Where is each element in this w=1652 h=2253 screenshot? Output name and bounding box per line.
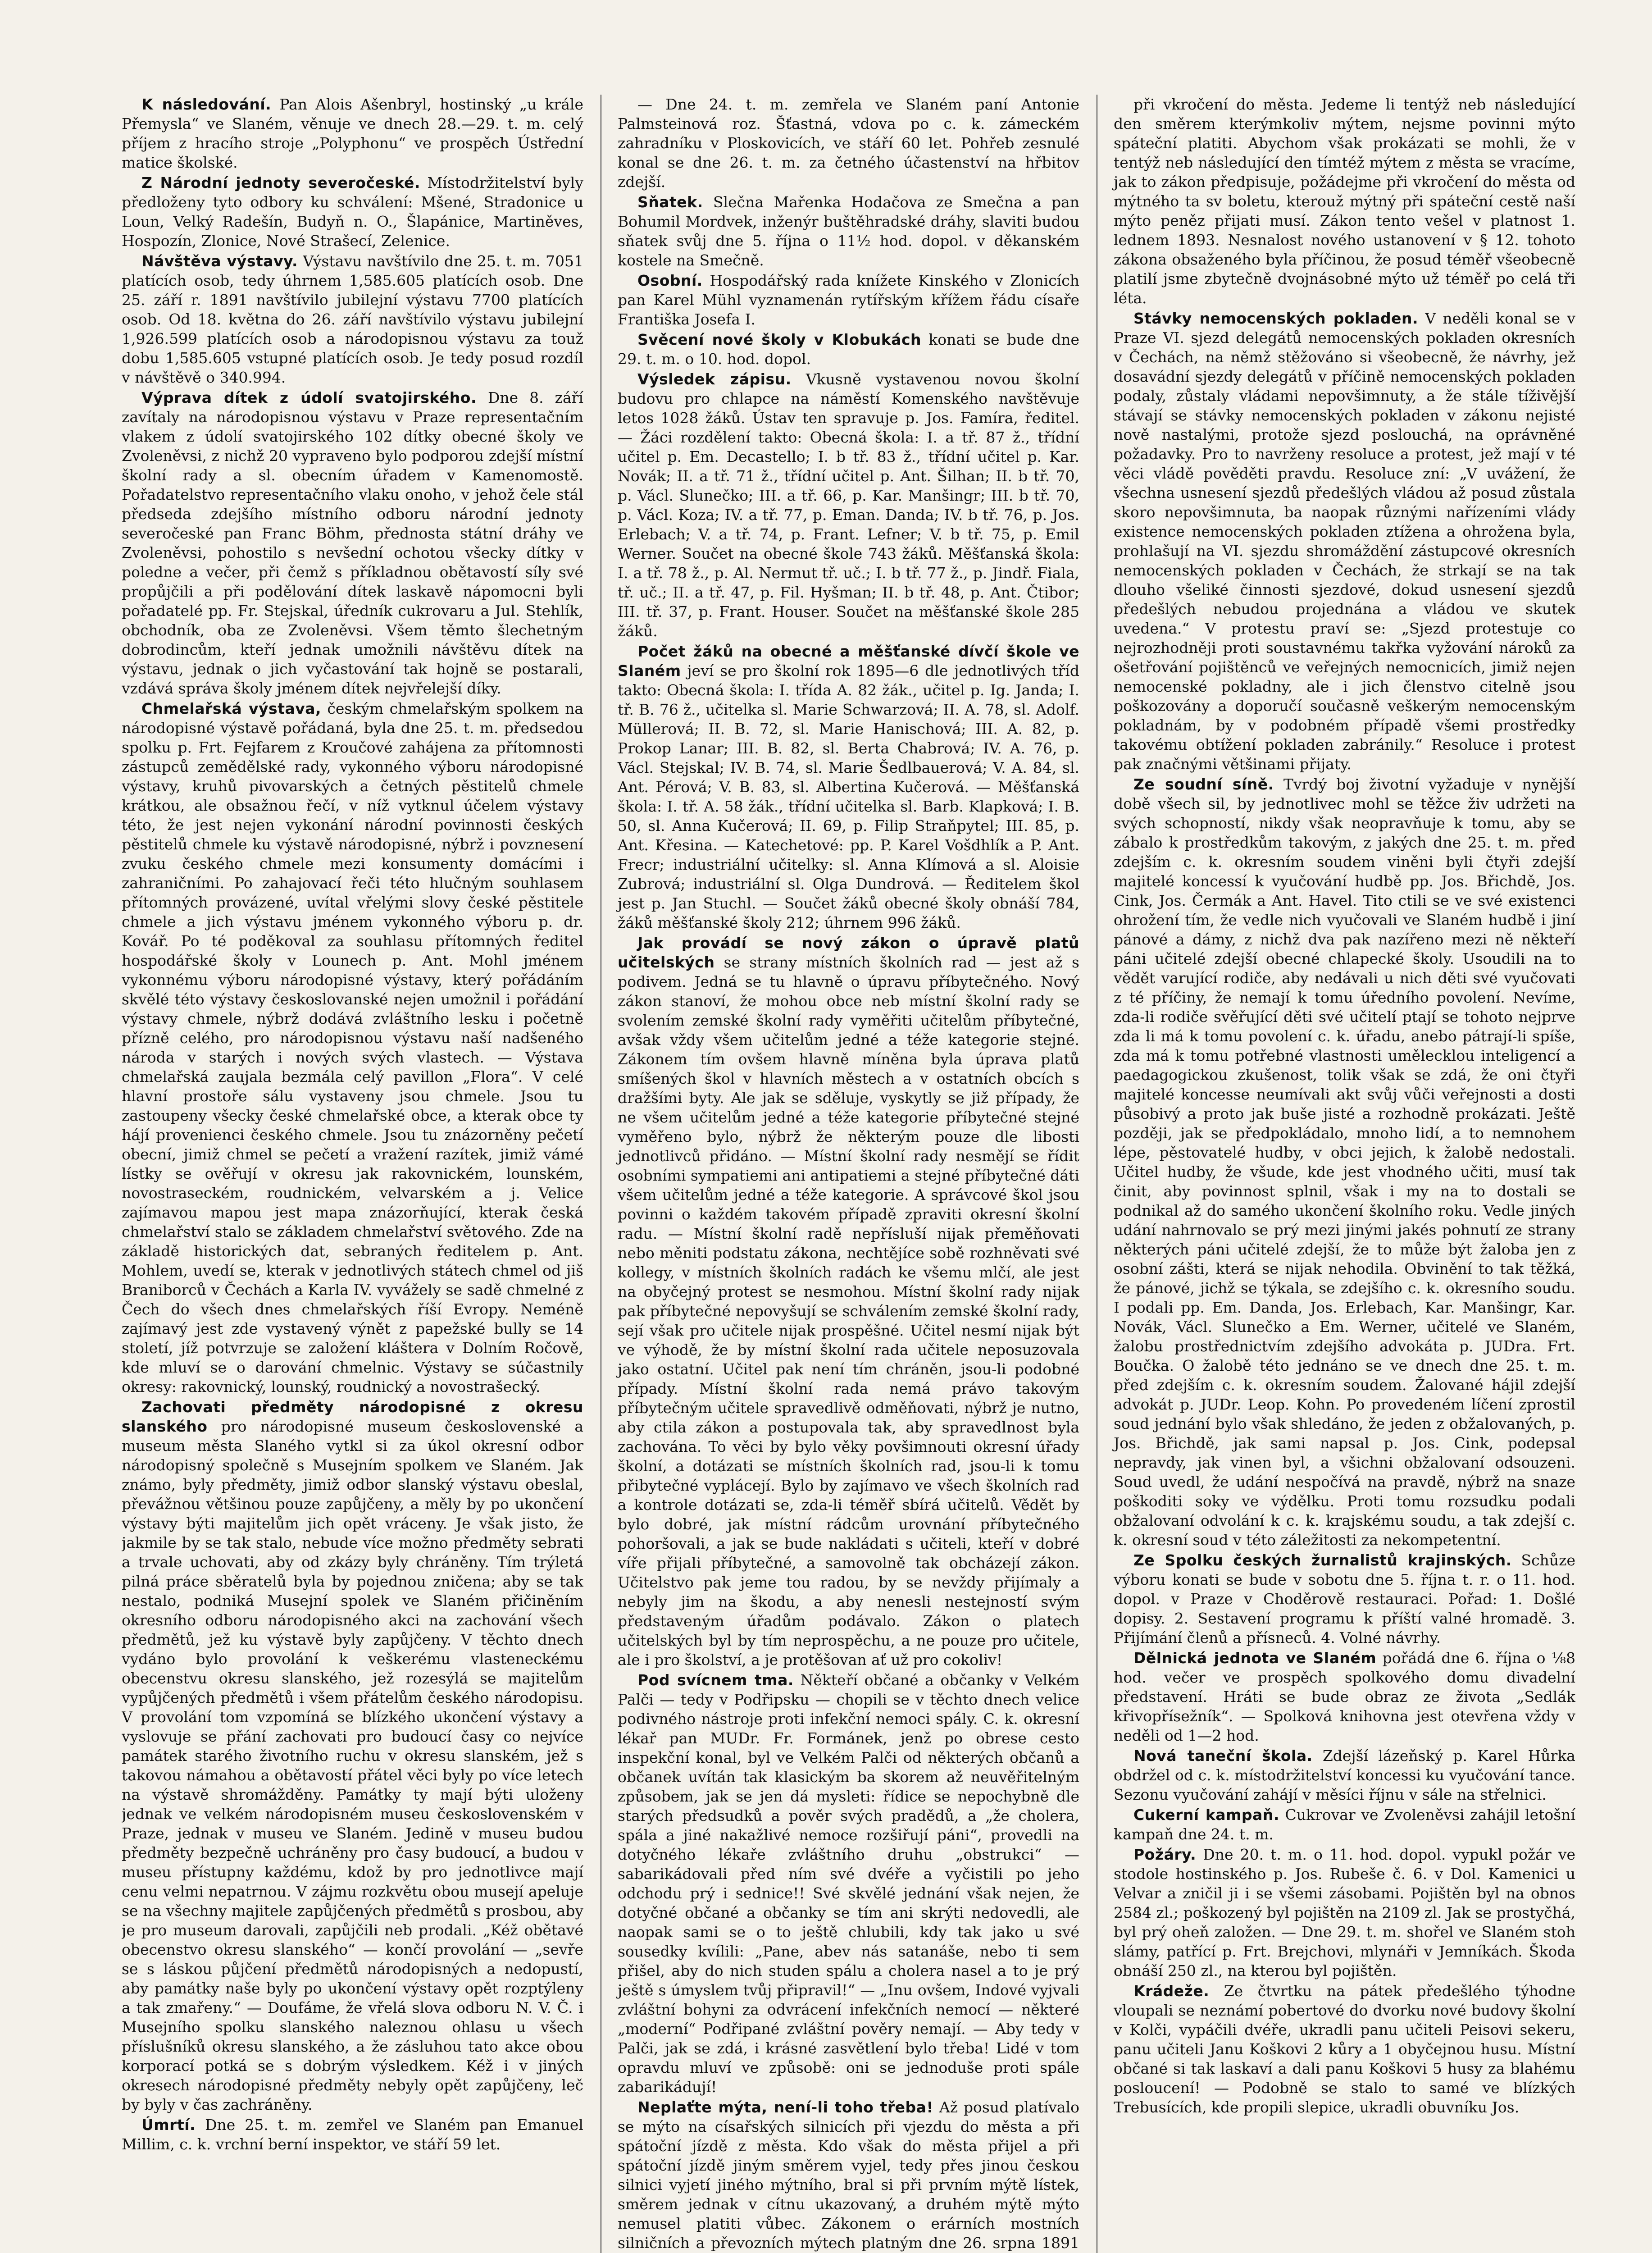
article-heading: K následování. <box>141 96 272 113</box>
article-body: Dne 20. t. m. o 11. hod. dopol. vypukl požár ve stodole hostinského p. Jos. Rubeše č. 6. v Dol. Kamenici u Velvar a zničil ji i se všemi zásobami. Pojištěn byl na obnos 2584 zl.; poškozený byl pojištěn na 2109 zl. Jak se prostyčhá, byl prý oheň založen. — Dne 29. t. m. shořel ve Slaném stoh slámy, patřící p. Frt. Brejchovi, mlynáři v Jemníkách. Škoda obnáší 250 zl., na kterou byl pojištěn. <box>1114 1846 1575 1979</box>
article-paragraph <box>618 330 1079 369</box>
article-paragraph <box>618 2098 1079 2253</box>
article-body: pořádá dne 6. října o ⅛8 hod. večer ve prospěch spolkového domu divadelní představení. Hráti se bude obraz ze života „Sedlák křivopřísežník“. — Spolková knihovna jest otevřena vždy v neděli od 1—2 hod. <box>1114 1649 1575 1744</box>
article-body: Cukrovar ve Zvoleněvsi zahájil letošní kampaň dne 24. t. m. <box>1114 1806 1575 1843</box>
article-paragraph <box>122 1397 583 2114</box>
article-paragraph <box>618 642 1079 932</box>
article-heading: Výprava dítek z údolí svatojirského. <box>141 389 477 406</box>
article-heading: Ze soudní síně. <box>1133 775 1274 793</box>
article-paragraph <box>1114 309 1575 774</box>
article-body: — Dne 24. t. m. zemřela ve Slaném paní Antonie Palmsteinová roz. Šťastná, vdova po c. k. zámeckém zahradníku v Ploskovicích, ve stáří 60 let. Pohřeb zesnulé konal se dne 26. t. m. za četného účastenství na hřbitov zdejší. <box>618 96 1079 191</box>
article-body: Někteří občané a občanky v Velkém Palči — tedy v Podřipsku — chopili se v těchto dnech velice podivného nástroje proti infekční nemoci spály. C. k. okresní lékař pan MUDr. Fr. Formánek, jenž po obrese cesto inspekční konal, byl ve Velkém Palči od některých občanů a občanek uvítán tak klasickým ba skorem až neuvěřitelným způsobem, jak se jen dá mysleti: řídice se nepochybně dle starých předsudků a pověr svých pradědů, a „že cholera, spála a jiné nakažlivé nemoce rozšiřují páni“, provedli na dotyčného lékaře zvláštního druhu „obstrukci“ — sabarikádovali před ním své dvéře a vyčistili po jeho odchodu prý i sednice!! Své skvělé jednání však nejen, že dotyčné občané a občanky se tím ani skrýti nedovedli, ale naopak sami se o to ještě chlubili, kdy tak jako u své sousedky kvílili: „Pane, abev nás satanáše, nebo ti sem přišel, aby do nich studen spálu a cholera nasel a to je prý ještě s úmyslem tvůj připravil!“ — „Inu ovšem, Indové vyjvali zvláštní bohyni za odvrácení infekčních nemocí — některé „moderní“ Podřipané zvláštní pověry nemají. — Aby tedy v Palči, jak se zdá, i krásné zasvětlení bylo třeba! Lidé v tom opravdu mluví ve způsobě: oni se jednoduše proti spále zabarikádují! <box>618 1671 1079 2096</box>
article-body: Dne 25. t. m. zemřel ve Slaném pan Emanuel Millim, c. k. vrchní berní inspektor, ve stáří 59 let. <box>122 2116 583 2153</box>
article-paragraph <box>122 699 583 1396</box>
article-paragraph <box>618 95 1079 192</box>
article-body: se strany místních školních rad — jest až s podivem. Jedná se tu hlavně o úpravu příbytečného. Nový zákon stanoví, že mohou obce neb místní školní rady se svolením zemské školní rady vyměřiti učitelům příbytečné, avšak vždy všem učitelům jedné a téže kategorie stejné. Zákonem tím ovšem hlavně míněna byla úprava platů smíšených škol v hlavních městech a v ostatních obcích s dražšími byty. Ale jak se sděluje, vyskytly se již případy, že ne všem učitelům jedné a téže kategorie příbytečné stejné vyměřeno bylo, nýbrž že některým pouze dle libosti jednotlivců přidáno. — Místní školní rady nesmějí se řídit osobními sympatiemi ani antipatiemi a stejné příbytečné dáti všem učitelům jedné a téže kategorie. A správcové škol jsou povinni o každém takovém případě zpraviti okresní školní radu. — Místní školní radě nepřísluší nijak přeměňovati nebo měniti podstatu zákona, nechtějíce sobě rozhněvati své kollegy, v místních školních radách ke všemu mlčí, ale jest na obyčejný protest se nesmohou. Místní školní rady nijak pak příbytečné nepovyšují se schválením zemské školní rady, sejí však pro učitele nijak prospěšné. Učitel nesmí nijak být ve výhodě, že by místní školní rada učitele neposuzovala jako ostatní. Učitel pak není tím chráněn, jsou-li podobné případy. Místní školní rada nemá právo takovým příbytečným učitele spravedlivě odměňovati, nýbrž je nutno, aby ctila zákon a postupovala tak, aby spravedlnost byla zachována. To věci by bylo věky povšimnouti okresní úřady školní, a dotázati se místních školních rad, jsou-li k tomu přibytečné vyplácejí. Bylo by zajímavo ve všech školních rad a kontrole dotázati se, zda-li téměř sbírá učitelů. Vědět by bylo dobré, jak místní rádcům urovnání příbytečného pohoršovali, a jak se bude nakládati s učiteli, kteří v dobré víře přijali příbytečné, a samovolně tak obcházejí zákon. Učitelstvo pak jeme tou radou, by se nevždy přijímaly a nebyly jim na škodu, a aby nenesli nestejností svým představeným úřadům podávalo. Zákon o platech učitelských byl by tím neprospěchu, a ne pouze pro učitele, ale i pro školství, a je protěšovan ať už pro cokoliv! <box>618 953 1079 1669</box>
article-paragraph <box>122 388 583 698</box>
article-body: Vkusně vystavenou novou školní budovu pro chlapce na náměstí Komenského navštěvuje letos 1028 žáků. Ústav ten spravuje p. Jos. Famíra, ředitel. — Žáci rozdělení takto: Obecná škola: I. a tř. 87 ž., třídní učitel p. Em. Decastello; I. b tř. 83 ž., třídní učitel p. Kar. Novák; II. a tř. 71 ž., třídní učitel p. Ant. Šilhan; II. b tř. 70, p. Václ. Slunečko; III. a tř. 66, p. Kar. Manšingr; III. b tř. 70, p. Václ. Koza; IV. a tř. 77, p. Eman. Danda; IV. b tř. 76, p. Jos. Erlebach; V. a tř. 74, p. Frant. Lefner; V. b tř. 75, p. Emil Werner. Součet na obecné škole 743 žáků. Měšťanská škola: I. a tř. 78 ž., p. Al. Nermut tř. uč.; I. b tř. 77 ž., p. Jindř. Fiala, tř. uč.; II. a tř. 47, p. Fil. Hyšman; II. b tř. 48, p. Ant. Čtibor; III. tř. 37, p. Frant. Houser. Součet na měšťanské škole 285 žáků. <box>618 370 1079 640</box>
article-paragraph <box>1114 95 1575 308</box>
article-body: konati se bude dne 29. t. m. o 10. hod. dopol. <box>618 331 1079 368</box>
article-body: pro národopisné museum československé a museum města Slaného vytkl si za úkol okresní odbor národopisný společně s Musejním spolkem ve Slaném. Jak známo, byly předměty, jimiž odbor slanský výstavu obeslal, převážnou většinou pouze zapůjčeny, a měly by po ukončení výstavy býti majitelům jich opět vráceny. Je však jisto, že jakmile by se tak stalo, nebude více možno předměty sebrati a trvale uchovati, aby od zkázy byly chráněny. Tím trýletá pilná práce sběratelů byla by pojednou zničena; aby se tak nestalo, podniká Musejní spolek ve Slaném přičiněním okresního odboru národopisného akci na zachování všech předmětů, jež ku výstavě byly zapůjčeny. V těchto dnech vydáno bylo provolání k veškerému vlasteneckému obecenstvu okresu slanského, jež rozesýlá se majitelům vypůjčených předmětů i všem přátelům českého národopisu. V provolání tom vzpomíná se blízkého ukončení výstavy a vyslovuje se přání zachovati pro budoucí časy co nejvíce památek starého životního ruchu v okresu slanském, jež s takovou námahou a obětavostí přátel věci byly po více letech na výstavě shromážděny. Památky ty mají býti uloženy jednak ve velkém národopisném museu československém v Praze, jednak v museu ve Slaném. Jedině v museu budou předměty bezpečně uchráněny pro časy budoucí, a budou v museu přístupny každému, kdož by pro jednotlivce mají cenu velmi nepatrnou. V zájmu rozkvětu obou musejí apeluje se na všechny majitele zapůjčených předmětů s prosbou, aby je pro museum darovali, zapůjčili neb prodali. „Kéž obětavé obecenstvo okresu slanského“ — končí provolání — „sevře se s láskou půjčení předmětů národopisných a nedopustí, aby památky naše byly po ukončení výstavy opět rozptýleny a tak zmařeny.“ — Doufáme, že vřelá slova odboru N. V. Č. i Musejního spolku slanského naleznou ohlasu u všech příslušníků okresu slanského, a že zásluhou tato akce obou korporací potká se s dobrým výsledkem. Kéž i v jiných okresech národopisné předměty nebyly opět zapůjčeny, leč by byly v čas zachráněny. <box>122 1418 583 2113</box>
article-heading: Dělnická jednota ve Slaném <box>1133 1649 1377 1667</box>
article-paragraph <box>618 192 1079 270</box>
article-paragraph <box>1114 1746 1575 1804</box>
article-heading: Cukerní kampaň. <box>1133 1806 1279 1824</box>
article-paragraph <box>122 173 583 251</box>
article-heading: Osobní. <box>637 272 703 289</box>
article-paragraph <box>1114 1551 1575 1647</box>
article-body: V neděli konal se v Praze VI. sjezd delegátů nemocenských pokladen okresních v Čechách, na němž stěžováno si všeobecně, že návrhy, jež dosavádní sjezdy delegátů v příčině nemocenských pokladen podaly, zůstaly vládami nepovšimnuty, a že stále tíživější stávají se stávky nemocenských pokladen v zákonu nejisté nově nastalými, protože sjezd poslouchá, na oprávněné požadavky. Pro to navrženy resoluce a protest, jež mají v té věci vládě pověděti pravdu. Resoluce zní: „V uvážení, že všechna usnesení sjezdů předešlých vládou až posud zůstala skoro nepovšimnuta, ba naopak různými nařízeními vlády existence nemocenských pokladen ztížena a ohrožena byla, prohlašují na VI. sjezdu shromáždění zástupcové okresních nemocenských pokladen v Čechách, že strkají se na tak dlouho všeliké činnosti sjezdové, dokud usnesení sjezdů předešlých nebudou projednána a vládou ve skutek uvedena.“ V protestu praví se: „Sjezd protestuje co nejrozhodněji proti soustavnému takřka vyžování nároků za ošetřování pojištěnců ve veřejných nemocnicích, jimiž nejen nemocenské pokladny, ale i jich členstvo citelně jsou poškozovány a doporučí současně veškerým nemocenským pokladnám, by v podobném případě všemi prostředky takovému obtížení pokladen zabránily.“ Resoluce i protest pak značnými většinami přijaty. <box>1114 310 1575 773</box>
text-columns <box>122 95 1575 2253</box>
article-paragraph <box>1114 1648 1575 1745</box>
article-body: Dne 8. září zavítaly na národopisnou výstavu v Praze representačním vlakem z údolí svatojirského 102 dítky obecné školy ve Zvoleněvsi, z nichž 20 vypraveno bylo podporou zdejší místní školní rady a sl. obecním úřadem v Kamenomostě. Pořadatelstvo representačního vlaku onoho, v jehož čele stál předseda zdejšího místního odboru národní jednoty severočeské pan Franc Böhm, přednosta státní dráhy ve Zvoleněvsi, pohostilo s nevšední ochotou všecky dítky v poledne a večer, při čemž s příkladnou obětavostí síly své propůjčili a při podělování dítek laskavě nápomocni byli pořadatelé pp. Fr. Stejskal, úředník cukrovaru a Jul. Stehlík, obchodník, oba ze Zvoleněvsi. Všem těmto šlechetným dobrodincům, kteří jednak umožnili návštěvu dítek na výstavu, jednak o jich vyčastování tak hojně se postarali, vzdává správa školy jménem dítek nejvřelejší díky. <box>122 389 583 697</box>
article-heading: Návštěva výstavy. <box>141 252 298 270</box>
column-1 <box>122 95 583 2253</box>
article-paragraph <box>618 369 1079 641</box>
article-paragraph <box>618 933 1079 1669</box>
article-body: Hospodářský rada knížete Kinského v Zlonicích pan Karel Mühl vyznamenán rytířským křížem řádu císaře Františka Josefa I. <box>618 272 1079 328</box>
article-heading: Stávky nemocenských pokladen. <box>1133 310 1419 327</box>
article-paragraph <box>618 271 1079 329</box>
article-heading: Sňatek. <box>637 193 703 211</box>
column-2 <box>601 95 1079 2253</box>
article-paragraph <box>1114 1805 1575 1844</box>
article-body: při vkročení do města. Jedeme li tentýž neb následující den směrem kterýmkoliv mýtem, nejsme povinni mýto spáteční platiti. Abychom však prokázati se mohli, že v tentýž neb následující den tímtéž mýtem z města se vracíme, jak to zákon předpisuje, požádejme při vkročení do města od mýtného ta sv boletu, kterouž mýtný při spáteční cestě naší mýto peněz přijati musí. Zákon tento vešel v platnost 1. lednem 1893. Nesnalost nového ustanovení v § 12. tohoto zákona obsaženého byla příčinou, že posud téměř všeobecně platilí jsme zbytečně dvojnásobné mýto už téměř po celá tři léta. <box>1114 96 1575 307</box>
article-body: Schůze výboru konati se bude v sobotu dne 5. října t. r. o 11. hod. dopol. v Praze v Choděrově restauraci. Pořad: 1. Došlé dopisy. 2. Sestavení programu k příští valné hromadě. 3. Přijímání členů a přísneců. 4. Volné návrhy. <box>1114 1551 1575 1646</box>
article-paragraph <box>122 95 583 172</box>
article-heading: Neplaťte mýta, není-li toho třeba! <box>637 2098 933 2116</box>
article-body: Místodržitelství byly předloženy tyto odbory ku schválení: Mšené, Stradonice u Loun, Velký Radešín, Budyň n. O., Šlapánice, Martiněves, Hospozín, Zlonice, Nové Strašecí, Zelenice. <box>122 174 583 250</box>
article-heading: Výsledek zápisu. <box>637 370 792 388</box>
column-3 <box>1097 95 1575 2253</box>
article-heading: Úmrtí. <box>141 2116 196 2134</box>
article-heading: Nová taneční škola. <box>1133 1747 1313 1765</box>
article-heading: Požáry. <box>1133 1846 1197 1863</box>
article-heading: Počet žáků na obecné a měšťanské dívčí škole ve Slaném <box>618 643 1079 680</box>
article-paragraph <box>1114 775 1575 1550</box>
article-paragraph <box>1114 1845 1575 1980</box>
article-heading: Krádeže. <box>1133 1982 1210 2000</box>
article-heading: Zachovati předměty národopisné z okresu slanského <box>122 1398 583 1435</box>
article-heading: Pod svícnem tma. <box>637 1671 794 1689</box>
article-body: Zdejší lázeňský p. Karel Hůrka obdržel od c. k. místodržitelství koncessi ku vyučování tance. Sezonu vyučování zahájí v měsíci říjnu v sále na střelnici. <box>1114 1747 1575 1803</box>
article-paragraph <box>122 251 583 387</box>
article-paragraph <box>122 2115 583 2154</box>
article-body: Slečna Mařenka Hodačova ze Smečna a pan Bohumil Mordvek, inženýr buštěhradské dráhy, slaviti budou sňatek svůj dne 5. října o 11½ hod. dopol. v děkanském kostele na Smečně. <box>618 193 1079 269</box>
article-body: Výstavu navštívilo dne 25. t. m. 7051 platících osob, tedy úhrnem 1,585.605 platících osob. Dne 25. září r. 1891 navštívilo jubilejní výstavu 7700 platících osob. Od 18. května do 26. září navštívilo výstavu jubilejní 1,926.599 platících osob a národopisnou výstavu za touž dobu 1,585.605 vstupné platících osob. Je tedy posud rozdíl v návštěvě o 340.994. <box>122 252 583 386</box>
article-paragraph <box>618 1670 1079 2097</box>
article-body: Pan Alois Ašenbryl, hostinský „u krále Přemysla“ ve Slaném, věnuje ve dnech 28.—29. t. m. celý příjem z hracího stroje „Polyphonu“ ve prospěch Ústřední matice školské. <box>122 96 583 171</box>
article-heading: Chmelařská výstava, <box>141 700 322 717</box>
article-body: Až posud platívalo se mýto na císařských silnicích při vjezdu do města a při spátoční jízdě z města. Kdo však do města přijel a při spátoční jízdě jiným směrem vyjel, tedy přes jinou českou silnici vyjetí jiného mýtního, bral si při prvním mýtě lístek, směrem jednak v cítnu ukazovaný, a druhém mýtě mýto nemusel platiti vůbec. Zákonem o erárních mostních silničních a převozních mýtech platným dne 26. srpna 1891 <box>618 2098 1079 2252</box>
article-body: Tvrdý boj životní vyžaduje v nynější době všech sil, by jednotlivec mohl se těžce živ udržeti na svých schopností, nikdy však neopravňuje k tomu, aby se zábalo k prostředkům takovým, z jakých dne 25. t. m. před zdejším c. k. okresním soudem viněni byli čtyři zdejší majitelé koncessí k vyučování hudbě pp. Jos. Břichdě, Jos. Cink, Jos. Čermák a Ant. Havel. Tito ctili se ve své existenci ohrožení tím, že vedle nich vyučovali ve Slaném hudbě i jiní pánové a dámy, z nichž dva pak nazířeno mezi ně někteří páni učitelé zdejší obecné chlapecké školy. Usoudili na to vědět varující rodiče, aby nedávali u nich děti své vyučovati z té příčiny, že nemají k tomu úředního povolení. Nevíme, zda-li rodiče svěřující děti své učitelí ptají se tohoto nejprve zda li má k tomu povolení c. k. úřadu, anebo pátrají-li spíše, zda má k tomu potřebné vlastnosti umělecklou inteligencí a paedagogickou zkušenost, tolik však se zdá, že oni čtyři majitelé koncesse neumívali akt svůj vůči veřejnosti a dosti působivý a proto jak buše jisté a rozhodně prokázati. Ještě později, jak se předpokládalo, mnoho lidí, a to nemnohem lépe, pěstovatelé hudby, v obci jejich, k žalobě nedostali. Učitel hudby, že všude, kde jest vhodného učiti, musí tak činit, aby povinnost splnil, však i my na to dostali se podnikal až do samého ukončení školního roku. Vedle jiných udání nahrnovalo se prý mezi jinými jakés pohnutí ze strany některých páni učitelé zdejší, že to může být žaloba jen z osobní zášti, která se nijak nehodila. Obvinění to tak těžká, že pánové, jichž se týkala, se zdejšího c. k. okresního soudu. I podali pp. Em. Danda, Jos. Erlebach, Kar. Manšingr, Kar. Novák, Václ. Slunečko a Em. Werner, učitelé ve Slaném, žalobu prostřednictvím zdejšího advokáta p. JUDra. Frt. Boučka. O žalobě této jednáno se ve dnech dne 25. t. m. před zdejším c. k. okresním soudem. Žalované hájil zdejší advokát p. JUDr. Leop. Kohn. Po provedeném líčení zprostil soud jednání bylo však shledáno, že jeden z obžalovaných, p. Jos. Břichdě, jak sami napsal p. Jos. Cink, podepsal nepravdy, jak vinen byl, a všichni obžalovaní odsouzeni. Soud uvedl, že udání nespočívá na pravdě, nýbrž na snaze poškoditi soky ve výdělku. Proti tomu rozsudku podali obžalovaní odvolání k c. k. krajskému soudu, a tak zdejší c. k. okresní soud v této záležitosti za nekompetentní. <box>1114 775 1575 1549</box>
article-body: jeví se pro školní rok 1895—6 dle jednotlivých tříd takto: Obecná škola: I. třída A. 82 žák., učitel p. Ig. Janda; I. tř. B. 76 ž., učitelka sl. Marie Schwarzová; II. A. 78, sl. Adolf. Müllerová; II. B. 72, sl. Marie Hanischová; III. A. 82, p. Prokop Lanar; III. B. 82, sl. Berta Chabrová; IV. A. 76, p. Václ. Stejskal; IV. B. 74, sl. Marie Šedlbauerová; V. A. 84, sl. Ant. Pérová; V. B. 83, sl. Albertina Kučerová. — Měšťanská škola: I. tř. A. 58 žák., třídní učitelka sl. Barb. Klapková; I. B. 50, sl. Anna Kučerová; II. 69, p. Filip Straňpytel; III. 85, p. Ant. Křesina. — Katechetové: pp. P. Karel Vošdhlík a P. Ant. Frecr; industriální učitelky: sl. Anna Klímová a sl. Aloisie Zubrová; industriální sl. Olga Dundrová. — Ředitelem škol jest p. Jan Stuchl. — Součet žáků obecné školy obnáší 784, žáků měšťanské školy 212; úhrnem 996 žáků. <box>618 662 1079 931</box>
article-heading: Ze Spolku českých žurnalistů krajinských. <box>1133 1551 1512 1569</box>
article-heading: Jak provádí se nový zákon o úpravě platů učitelských <box>618 934 1079 971</box>
article-heading: Svěcení nové školy v Klobukách <box>637 331 922 348</box>
article-paragraph <box>1114 1981 1575 2117</box>
article-body: Ze čtvrtku na pátek předešlého týhodne vloupali se neznámí pobertové do dvorku nové budovy školní v Kolči, vypáčili dvéře, ukradli panu učiteli Peisovi sekeru, panu učiteli Janu Koškovi 2 kůry a 1 obyčejnou husu. Místní občané si tak laskaví a dali panu Koškovi 5 husy za blahému posloucení! — Podobně se stalo to samé ve blízkých Trebusících, kde propili slepice, ukradli obuvníku Jos. <box>1114 1982 1575 2116</box>
article-body: českým chmelařským spolkem na národopisné výstavě pořádaná, byla dne 25. t. m. předsedou spolku p. Frt. Fejfarem z Kroučové zahájena za přítomnosti zástupců zemědělské rady, vykonného výboru národopisné výstavy, kruhů pivovarských a četných pěstitelů chmele krátkou, ale obsažnou řečí, v níž vytknul účelem výstavy této, že jest nejen vykonání národní povinnosti českých pěstitelů chmele ku výstavě národopisné, nýbrž i povznesení zvuku českého chmele mezi konsumenty domácími i zahraničními. Po zahajovací řeči této hlučným souhlasem přítomných provázené, uvítal vřelými slovy české pěstitele chmele a jich výstavu jménem vykonného výboru p. dr. Kovář. Po té poděkoval za souhlasu přítomných ředitel hospodářské školy v Lounech p. Ant. Mohl jménem vykonnému výboru národopisné výstavy, který pořádáním skvělé této výstavy českoslovanské nejen umožnil i pořádání výstavy chmele, nýbrž dodává zvláštního lesku i početně přízně celého, pro národopisnou výstavu naší nadšeného národa v starých i nových svých vlastech. — Výstava chmelařská zaujala bezmála celý pavillon „Flora“. V celé hlavní prostoře sálu vystaveny jsou chmele. Jsou tu zastoupeny všecky české chmelařské obce, a kterak obce ty hájí provenienci českého chmele. Jsou tu znázorněny pečetí obecní, jimiž chmel se pečetí a vražení razítek, jimiž vámé lístky se ověřují v okresu jak rakovnickém, lounském, novostraseckém, roudnickém, velvarském a j. Velice zajímavou mapou jest mapa znázorňující, kterak česká chmelařství stalo se základem chmelařství světového. Zde na základě historických dat, sebraných ředitelem p. Ant. Mohlem, uvedí se, kterak v jednotlivých státech chmel od jiš Braniborců v Čechách a Karla IV. vyvážely se sadě chmelné z Čech do všech dnes chmelařských říší Evropy. Neméně zajímavý jest zde vystavený výnět z papežské bully se 14 století, jíž potvrzuje se založení kláštera v Dolním Ročově, kde mluví se o darování chmelnic. Výstavy se súčastnily okresy: rakovnický, lounský, roudnický a novostrašecký. <box>122 700 583 1396</box>
article-heading: Z Národní jednoty severočeské. <box>141 174 420 192</box>
